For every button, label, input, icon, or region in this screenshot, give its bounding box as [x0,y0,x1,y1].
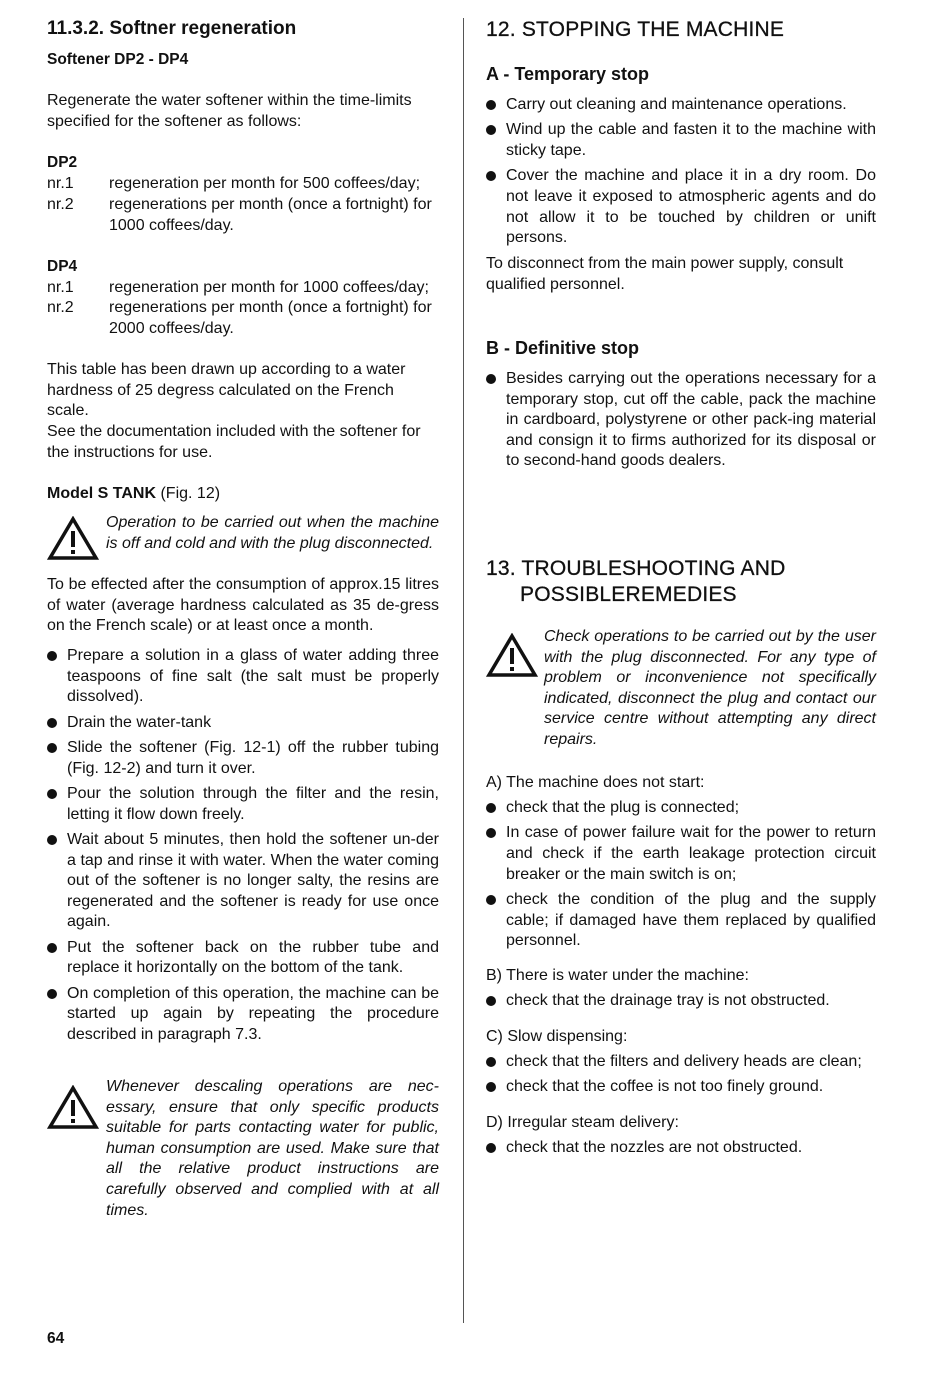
warning-triangle-icon [486,633,538,678]
trouble-section-b-list [486,991,876,1016]
list-item: Wait about 5 minutes, then hold the softener un-der a tap and rinse it with water. When the water coming out of the softener is no longer salty, the resins are regenerated and the softener is ready for use once again. [47,830,439,933]
list-item: Carry out cleaning and maintenance operations. [486,95,876,116]
dp2-row-1-nr: nr.1 [47,175,74,192]
bullet-dot-icon [486,803,496,813]
column-divider [463,18,464,1323]
list-item: In case of power failure wait for the power to return and check if the earth leakage protection circuit breaker or the main switch is on; [486,823,876,885]
dp2-row-2-text: regenerations per month (once a fortnight) for 1000 coffees/day. [109,196,432,234]
trouble-section-c-title: C) Slow dispensing: [486,1028,628,1045]
troubleshooting-heading-line-1: 13. TROUBLESHOOTING AND [486,557,786,580]
bullet-dot-icon [47,835,57,845]
list-item: On completion of this operation, the machine can be started up again by repeating the procedure described in paragraph 7.3. [47,984,439,1046]
trouble-section-a-title: A) The machine does not start: [486,774,705,791]
list-item: Besides carrying out the operations necessary for a temporary stop, cut off the cable, pack the machine in cardboard, polystyrene or other pack-ing material and consign it to firms authorized for its disposal or to second-hand goods dealers. [486,369,876,472]
troubleshooting-heading-line-2: POSSIBLEREMEDIES [520,583,737,606]
bullet-dot-icon [486,374,496,384]
list-item: Slide the softener (Fig. 12-1) off the rubber tubing (Fig. 12-2) and turn it over. [47,738,439,779]
bullet-dot-icon [47,943,57,953]
trouble-section-d-title: D) Irregular steam delivery: [486,1114,679,1131]
subheading-softener-models: Softener DP2 - DP4 [47,51,189,68]
dp4-row-1 [47,278,439,299]
dp2-row-1 [47,174,439,195]
warning-box-3 [486,627,876,751]
temporary-stop-list [486,95,876,254]
trouble-section-d-list [486,1138,876,1163]
bullet-dot-icon [47,718,57,728]
list-item: check that the nozzles are not obstructed. [486,1138,876,1159]
bullet-dot-icon [47,789,57,799]
list-item: Cover the machine and place it in a dry room. Do not leave it exposed to atmospheric agents and do not allow it to be touched by children or unift persons. [486,166,876,248]
warning-text-3: Check operations to be carried out by the user with the plug disconnected. For any type of problem or inconvenience not specifically indicated, disconnect the plug and contact our service centre without attempting any direct repairs. [544,628,876,748]
list-item: Wind up the cable and fasten it to the machine with sticky tape. [486,120,876,161]
dp2-row-2-nr: nr.2 [47,196,74,213]
dp4-row-2-nr: nr.2 [47,299,74,316]
section-heading-softener-regeneration: 11.3.2. Softner regeneration [47,18,297,39]
regeneration-steps-list [47,646,439,1050]
warning-triangle-icon [47,1085,99,1130]
subheading-temporary-stop: A - Temporary stop [486,64,650,84]
documentation-note: See the documentation included with the softener for the instructions for use. [47,423,421,461]
bullet-dot-icon [486,828,496,838]
dp2-row-1-text: regeneration per month for 500 coffees/day; [109,175,421,192]
warning-text-1: Operation to be carried out when the machine is off and cold and with the plug disconnected. [106,514,439,552]
list-item: Put the softener back on the rubber tube and replace it horizontally on the bottom of the tank. [47,938,439,979]
warning-triangle-icon [47,516,99,561]
dp4-label: DP4 [47,258,78,275]
section-heading-troubleshooting [486,556,876,608]
list-item: check the condition of the plug and the supply cable; if damaged have them replaced by qualified personnel. [486,890,876,952]
bullet-dot-icon [486,1057,496,1067]
section-heading-stopping-machine: 12. STOPPING THE MACHINE [486,18,785,41]
model-fig-ref: (Fig. 12) [156,485,221,502]
disconnect-paragraph: To disconnect from the main power supply, consult qualified personnel. [486,255,844,293]
trouble-section-a-list [486,798,876,957]
hardness-table-note: This table has been drawn up according to a water hardness of 25 degress calculated on the French scale. [47,361,406,420]
bullet-dot-icon [486,125,496,135]
bullet-dot-icon [486,171,496,181]
dp2-row-2 [47,195,439,236]
bullet-dot-icon [486,895,496,905]
bullet-dot-icon [486,996,496,1006]
trouble-section-c-list [486,1052,876,1103]
list-item: Prepare a solution in a glass of water adding three teaspoons of fine salt (the salt must be properly dissolved). [47,646,439,708]
dp4-row-1-nr: nr.1 [47,279,74,296]
page-number: 64 [47,1330,65,1347]
bullet-dot-icon [47,743,57,753]
dp4-row-1-text: regeneration per month for 1000 coffees/day; [109,279,429,296]
list-item: check that the filters and delivery heads are clean; [486,1052,876,1073]
dp4-row-2 [47,298,439,339]
list-item: Drain the water-tank [47,713,439,734]
list-item: check that the plug is connected; [486,798,876,819]
bullet-dot-icon [486,1082,496,1092]
definitive-stop-list [486,369,876,477]
effect-paragraph: To be effected after the consumption of approx.15 litres of water (average hardness calculated as 35 de-gress on the French scale) or at least once a month. [47,576,439,635]
trouble-section-b-title: B) There is water under the machine: [486,967,749,984]
model-name: Model S TANK [47,485,157,502]
dp2-label: DP2 [47,154,78,171]
list-item: check that the drainage tray is not obstructed. [486,991,876,1012]
bullet-dot-icon [486,100,496,110]
model-line [47,484,439,505]
bullet-dot-icon [47,651,57,661]
warning-box-2 [47,1077,439,1221]
warning-box-1 [47,513,439,554]
intro-paragraph: Regenerate the water softener within the time-limits specified for the softener as follows: [47,92,412,130]
warning-text-2: Whenever descaling operations are nec-essary, ensure that only specific products suitable for parts contacting water for public, human consumption are used. Make sure that all the relative product instructions are carefully observed and complied with at all times. [106,1078,439,1219]
bullet-dot-icon [486,1143,496,1153]
subheading-definitive-stop: B - Definitive stop [486,338,640,358]
bullet-dot-icon [47,989,57,999]
dp4-row-2-text: regenerations per month (once a fortnight) for 2000 coffees/day. [109,299,432,337]
list-item: Pour the solution through the filter and the resin, letting it flow down freely. [47,784,439,825]
list-item: check that the coffee is not too finely ground. [486,1077,876,1098]
